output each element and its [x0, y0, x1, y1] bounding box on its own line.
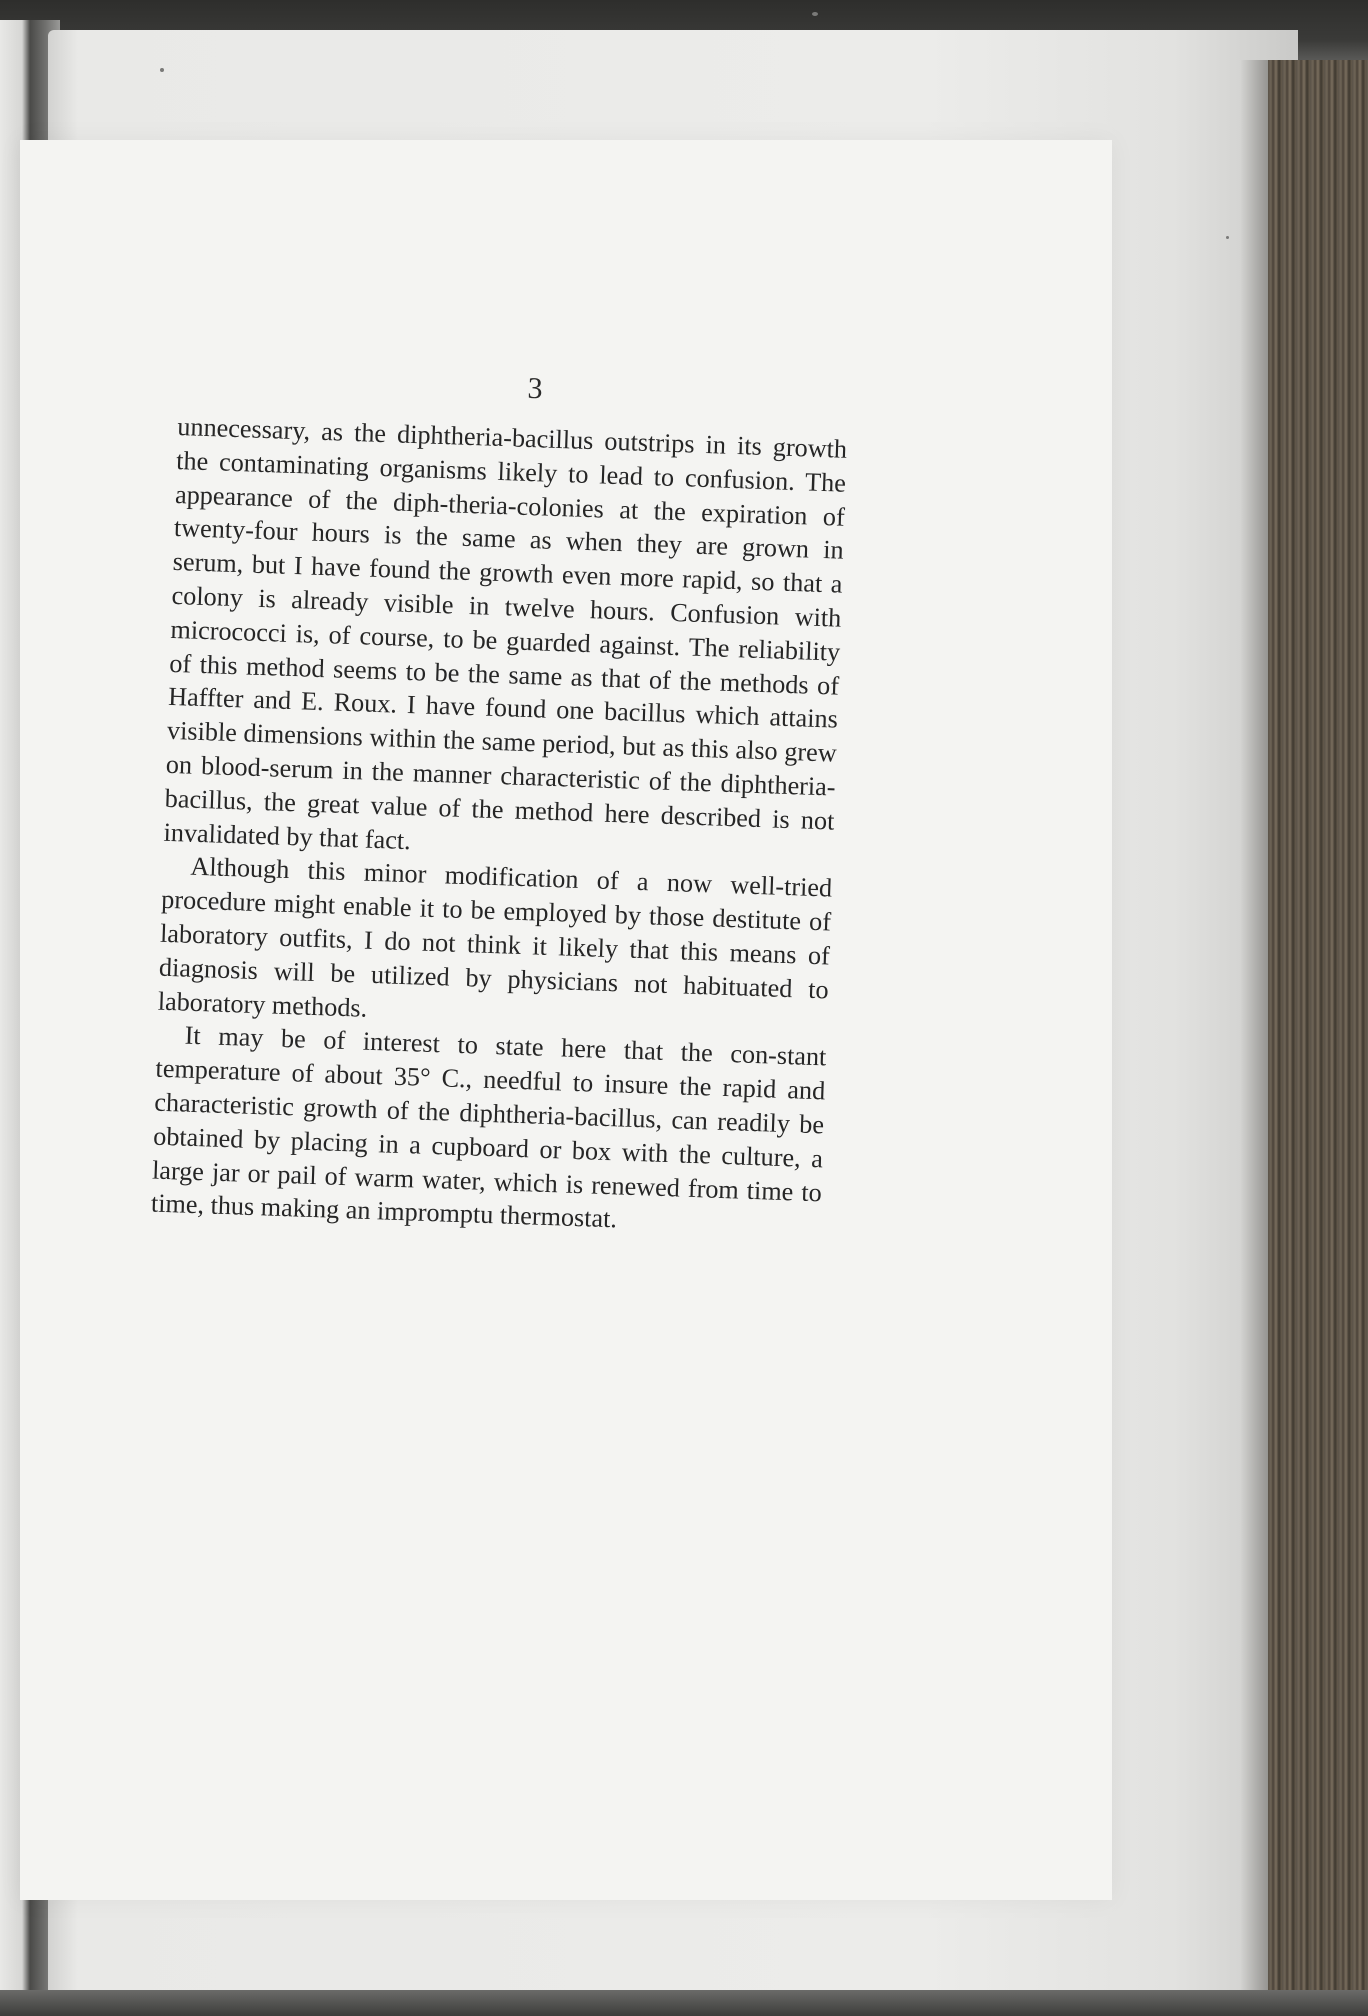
book-block-edge [1268, 60, 1368, 2016]
dust-speck [812, 12, 818, 16]
dust-speck [160, 68, 164, 72]
body-text [150, 410, 847, 1243]
bottom-shadow [0, 1990, 1368, 2016]
page-number: 3 [526, 371, 544, 406]
paragraph-3: It may be of interest to state here that the con-stant temperature of about 35° C., needful to insure the rapid and characteristic growth of the diphtheria-bacillus, can readily be obtained by placing in a cupboard or box with the culture, a large jar or pail of warm water, which is renewed from time to time, thus making an impromptu thermostat. [150, 1020, 827, 1234]
dust-speck [1226, 236, 1229, 239]
paragraph-2: Although this minor modification of a now well-tried procedure might enable it to be employed by those destitute of laboratory outfits, I do not think it likely that this means of diagnosis will be utilized by physicians not habituated to laboratory methods. [157, 852, 833, 1023]
paragraph-1: unnecessary, as the diphtheria-bacillus outstrips in its growth the contaminating organisms likely to lead to confusion. The appearance of the diph-theria-colonies at the expiration of twenty-four hours is the same as when they are grown in serum, but I have found the growth even more rapid, so that a colony is already visible in twelve hours. Confusion with micrococci is, of course, to be guarded against. The reliability of this method seems to be the same as that of the methods of Haffter and E. Roux. I have found one bacillus which attains visible dimensions within the same period, but as this also grew on blood-serum in the manner characteristic of the diphtheria-bacillus, the great value of the method here described is not invalidated by that fact. [163, 411, 848, 855]
